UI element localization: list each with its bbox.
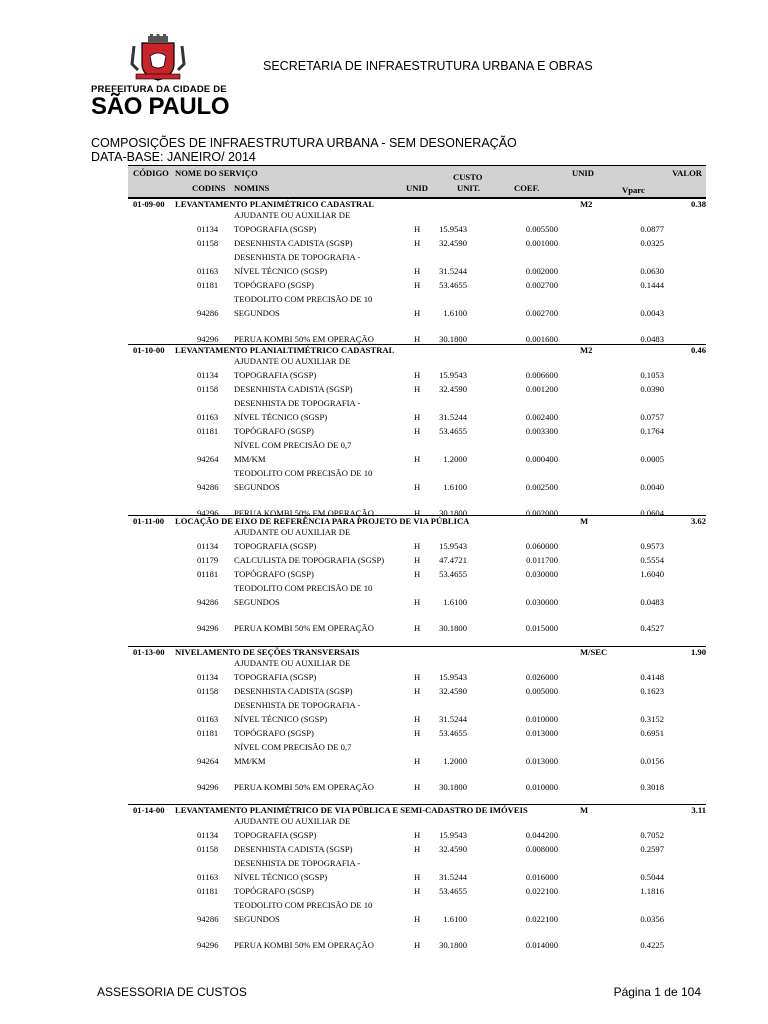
table-row: [0, 555, 768, 567]
item-coefficient: 0.002700: [525, 280, 558, 290]
item-unit-cost: 15.9543: [439, 370, 467, 380]
item-name: PERUA KOMBI 50% EM OPERAÇÃO: [234, 334, 374, 344]
item-name: NÍVEL TÉCNICO (SGSP): [234, 714, 328, 724]
table-row: [0, 872, 768, 884]
item-unit-cost: 30.1800: [439, 334, 467, 344]
item-coefficient: 0.002700: [525, 308, 558, 318]
item-code: 01134: [197, 224, 219, 234]
service-code: 01-11-00: [133, 516, 165, 526]
item-coefficient: 0.011700: [526, 555, 558, 565]
service-value: 0.46: [690, 345, 706, 355]
item-unit: H: [414, 412, 421, 422]
item-partial-value: 1.6040: [640, 569, 664, 579]
header-codins: CODINS: [192, 183, 226, 193]
item-partial-value: 0.0630: [640, 266, 664, 276]
table-row: [0, 940, 768, 952]
item-name-prefix: NÍVEL COM PRECISÃO DE 0,7: [234, 742, 352, 752]
item-code: 94286: [197, 482, 219, 492]
service-code: 01-13-00: [133, 647, 165, 657]
header-vparc: Vparc: [622, 185, 645, 195]
item-partial-value: 0.4225: [640, 940, 664, 950]
item-unit-cost: 1.2000: [443, 454, 467, 464]
item-partial-value: 0.5554: [640, 555, 664, 565]
item-description-line: [0, 398, 768, 410]
item-name: SEGUNDOS: [234, 308, 280, 318]
table-row: [0, 266, 768, 278]
item-name: TOPOGRAFIA (SGSP): [234, 370, 317, 380]
item-unit: H: [414, 844, 421, 854]
service-unit: M: [580, 805, 589, 815]
item-name: TOPOGRAFIA (SGSP): [234, 541, 317, 551]
table-row: [0, 782, 768, 794]
item-unit-cost: 32.4590: [439, 844, 467, 854]
item-name-prefix: NÍVEL COM PRECISÃO DE 0,7: [234, 440, 352, 450]
item-name-prefix: AJUDANTE OU AUXILIAR DE: [234, 210, 351, 220]
item-code: 01158: [197, 238, 219, 248]
item-description-line: [0, 658, 768, 670]
table-row: [0, 238, 768, 250]
item-unit: H: [414, 238, 421, 248]
service-name: NIVELAMENTO DE SEÇÕES TRANSVERSAIS: [175, 647, 360, 657]
item-name-prefix: DESENHISTA DE TOPOGRAFIA -: [234, 398, 361, 408]
table-row: [0, 426, 768, 438]
item-unit: H: [414, 686, 421, 696]
item-unit: H: [414, 728, 421, 738]
item-coefficient: 0.002000: [525, 266, 558, 276]
item-unit: H: [414, 672, 421, 682]
item-code: 01134: [197, 830, 219, 840]
item-unit: H: [414, 940, 421, 950]
service-value: 0.38: [690, 199, 706, 209]
item-name: TOPOGRAFIA (SGSP): [234, 830, 317, 840]
item-name: DESENHISTA CADISTA (SGSP): [234, 686, 353, 696]
item-unit: H: [414, 872, 421, 882]
item-partial-value: 0.5044: [640, 872, 664, 882]
item-code: 94264: [197, 756, 219, 766]
item-name: SEGUNDOS: [234, 914, 280, 924]
item-unit-cost: 53.4655: [439, 280, 467, 290]
item-coefficient: 0.016000: [525, 872, 558, 882]
item-partial-value: 0.0483: [640, 597, 664, 607]
item-unit-cost: 32.4590: [439, 686, 467, 696]
item-unit: H: [414, 597, 421, 607]
item-name-prefix: AJUDANTE OU AUXILIAR DE: [234, 658, 351, 668]
item-coefficient: 0.013000: [525, 756, 558, 766]
service-name: LEVANTAMENTO PLANIMÉTRICO DE VIA PÚBLICA E SEMI-CADASTRO DE IMÓVEIS: [175, 805, 528, 815]
item-unit-cost: 31.5244: [439, 266, 467, 276]
item-partial-value: 0.0005: [640, 454, 664, 464]
item-partial-value: 0.7052: [640, 830, 664, 840]
item-name-prefix: DESENHISTA DE TOPOGRAFIA -: [234, 858, 361, 868]
item-description-line: [0, 294, 768, 306]
item-code: 01181: [197, 886, 219, 896]
item-code: 01134: [197, 672, 219, 682]
item-unit: H: [414, 508, 421, 518]
service-unit: M2: [580, 199, 593, 209]
item-partial-value: 0.0390: [640, 384, 664, 394]
item-coefficient: 0.002000: [525, 508, 558, 518]
service-value: 3.11: [691, 805, 706, 815]
item-unit: H: [414, 334, 421, 344]
city-logo: [88, 34, 234, 122]
item-unit: H: [414, 569, 421, 579]
header-valor: VALOR: [672, 168, 702, 178]
item-unit: H: [414, 886, 421, 896]
item-unit-cost: 30.1800: [439, 940, 467, 950]
item-name: CALCULISTA DE TOPOGRAFIA (SGSP): [234, 555, 385, 565]
item-coefficient: 0.044200: [525, 830, 558, 840]
item-unit: H: [414, 914, 421, 924]
item-code: 94286: [197, 308, 219, 318]
item-partial-value: 0.2597: [640, 844, 664, 854]
item-unit-cost: 31.5244: [439, 412, 467, 422]
item-unit-cost: 30.1800: [439, 623, 467, 633]
item-unit-cost: 15.9543: [439, 541, 467, 551]
item-unit-cost: 1.6100: [443, 482, 467, 492]
coat-of-arms-icon: [128, 34, 188, 84]
item-unit: H: [414, 370, 421, 380]
header-unid-top: UNID: [572, 168, 594, 178]
table-row: [0, 541, 768, 553]
item-partial-value: 0.4148: [640, 672, 664, 682]
item-name-prefix: TEODOLITO COM PRECISÃO DE 10: [234, 583, 373, 593]
secretaria-title: SECRETARIA DE INFRAESTRUTURA URBANA E OBRAS: [263, 59, 593, 73]
item-coefficient: 0.022100: [525, 914, 558, 924]
table-row: [0, 597, 768, 609]
service-code: 01-14-00: [133, 805, 165, 815]
item-unit: H: [414, 756, 421, 766]
table-row: [0, 370, 768, 382]
item-name: SEGUNDOS: [234, 597, 280, 607]
item-partial-value: 0.0483: [640, 334, 664, 344]
table-row: [0, 412, 768, 424]
item-code: 01163: [197, 872, 219, 882]
item-unit: H: [414, 714, 421, 724]
item-code: 94296: [197, 940, 219, 950]
item-partial-value: 0.3018: [640, 782, 664, 792]
item-name: MM/KM: [234, 756, 266, 766]
item-name: DESENHISTA CADISTA (SGSP): [234, 844, 353, 854]
item-partial-value: 0.0604: [640, 508, 664, 518]
item-unit-cost: 53.4655: [439, 728, 467, 738]
item-code: 01181: [197, 280, 219, 290]
item-partial-value: 0.6951: [640, 728, 664, 738]
header-nomins: NOMINS: [234, 183, 270, 193]
item-unit-cost: 15.9543: [439, 830, 467, 840]
item-name: TOPÓGRAFO (SGSP): [234, 280, 314, 290]
item-coefficient: 0.008000: [525, 844, 558, 854]
item-description-line: [0, 900, 768, 912]
page-number: Página 1 de 104: [613, 985, 701, 999]
item-name: TOPÓGRAFO (SGSP): [234, 569, 314, 579]
item-partial-value: 0.0043: [640, 308, 664, 318]
table-header: [128, 165, 706, 198]
item-description-line: [0, 468, 768, 480]
table-row: [0, 830, 768, 842]
item-description-line: [0, 356, 768, 368]
item-code: 01181: [197, 569, 219, 579]
service-code: 01-09-00: [133, 199, 165, 209]
item-unit-cost: 30.1800: [439, 508, 467, 518]
service-unit: M/SEC: [580, 647, 608, 657]
item-code: 01163: [197, 412, 219, 422]
service-name: LEVANTAMENTO PLANIMÉTRICO CADASTRAL: [175, 199, 375, 209]
item-partial-value: 0.0757: [640, 412, 664, 422]
document-title: COMPOSIÇÕES DE INFRAESTRUTURA URBANA - SEM DESONERAÇÃO: [91, 136, 517, 150]
table-row: [0, 224, 768, 236]
service-code: 01-10-00: [133, 345, 165, 355]
item-coefficient: 0.060000: [525, 541, 558, 551]
item-unit-cost: 53.4655: [439, 569, 467, 579]
item-code: 01158: [197, 384, 219, 394]
item-code: 01181: [197, 728, 219, 738]
item-unit: H: [414, 782, 421, 792]
item-name: DESENHISTA CADISTA (SGSP): [234, 384, 353, 394]
item-coefficient: 0.001200: [525, 384, 558, 394]
item-partial-value: 0.9573: [640, 541, 664, 551]
item-name-prefix: TEODOLITO COM PRECISÃO DE 10: [234, 900, 373, 910]
item-unit-cost: 32.4590: [439, 238, 467, 248]
item-coefficient: 0.010000: [525, 782, 558, 792]
table-row: [0, 454, 768, 466]
table-row: [0, 308, 768, 320]
item-code: 01158: [197, 686, 219, 696]
item-description-line: [0, 252, 768, 264]
item-coefficient: 0.003300: [525, 426, 558, 436]
item-code: 01134: [197, 370, 219, 380]
item-coefficient: 0.022100: [525, 886, 558, 896]
item-code: 94286: [197, 914, 219, 924]
table-row: [0, 756, 768, 768]
item-unit-cost: 15.9543: [439, 224, 467, 234]
service-unit: M: [580, 516, 589, 526]
item-unit-cost: 53.4655: [439, 886, 467, 896]
item-coefficient: 0.026000: [525, 672, 558, 682]
item-unit-cost: 31.5244: [439, 872, 467, 882]
item-unit-cost: 31.5244: [439, 714, 467, 724]
footer-department: ASSESSORIA DE CUSTOS: [97, 985, 247, 999]
table-row: [0, 914, 768, 926]
item-code: 94264: [197, 454, 219, 464]
item-coefficient: 0.015000: [525, 623, 558, 633]
item-code: 01158: [197, 844, 219, 854]
item-description-line: [0, 440, 768, 452]
item-code: 01181: [197, 426, 219, 436]
item-code: 94286: [197, 597, 219, 607]
item-unit: H: [414, 454, 421, 464]
header-unit: UNIT.: [457, 183, 480, 193]
item-code: 01134: [197, 541, 219, 551]
item-description-line: [0, 742, 768, 754]
item-unit-cost: 30.1800: [439, 782, 467, 792]
table-row: [0, 384, 768, 396]
item-code: 94296: [197, 508, 219, 518]
item-code: 01163: [197, 266, 219, 276]
table-row: [0, 280, 768, 292]
item-coefficient: 0.000400: [525, 454, 558, 464]
item-unit-cost: 1.6100: [443, 914, 467, 924]
table-row: [0, 672, 768, 684]
item-name: TOPOGRAFIA (SGSP): [234, 224, 317, 234]
item-unit-cost: 15.9543: [439, 672, 467, 682]
item-description-line: [0, 816, 768, 828]
item-unit: H: [414, 266, 421, 276]
table-row: [0, 728, 768, 740]
item-description-line: [0, 700, 768, 712]
item-coefficient: 0.030000: [525, 569, 558, 579]
logo-line2: SÃO PAULO: [91, 93, 230, 120]
item-partial-value: 0.0356: [640, 914, 664, 924]
item-unit-cost: 1.2000: [443, 756, 467, 766]
item-coefficient: 0.014000: [525, 940, 558, 950]
item-name-prefix: DESENHISTA DE TOPOGRAFIA -: [234, 700, 361, 710]
item-description-line: [0, 210, 768, 222]
item-unit: H: [414, 224, 421, 234]
item-partial-value: 0.0156: [640, 756, 664, 766]
item-partial-value: 0.3152: [640, 714, 664, 724]
item-name: PERUA KOMBI 50% EM OPERAÇÃO: [234, 508, 374, 518]
item-code: 01179: [197, 555, 219, 565]
item-unit: H: [414, 555, 421, 565]
item-partial-value: 0.0325: [640, 238, 664, 248]
header-coef: COEF.: [514, 183, 540, 193]
item-description-line: [0, 583, 768, 595]
item-name: NÍVEL TÉCNICO (SGSP): [234, 412, 328, 422]
item-code: 94296: [197, 623, 219, 633]
data-base: DATA-BASE: JANEIRO/ 2014: [91, 150, 256, 164]
item-unit: H: [414, 541, 421, 551]
item-partial-value: 0.1764: [640, 426, 664, 436]
item-name: MM/KM: [234, 454, 266, 464]
item-partial-value: 0.0040: [640, 482, 664, 492]
item-coefficient: 0.030000: [525, 597, 558, 607]
item-name: PERUA KOMBI 50% EM OPERAÇÃO: [234, 623, 374, 633]
item-partial-value: 0.4527: [640, 623, 664, 633]
item-coefficient: 0.002500: [525, 482, 558, 492]
item-partial-value: 0.1053: [640, 370, 664, 380]
item-coefficient: 0.001600: [525, 334, 558, 344]
item-name-prefix: TEODOLITO COM PRECISÃO DE 10: [234, 468, 373, 478]
item-name: DESENHISTA CADISTA (SGSP): [234, 238, 353, 248]
item-coefficient: 0.002400: [525, 412, 558, 422]
table-row: [0, 623, 768, 635]
item-code: 94296: [197, 334, 219, 344]
item-unit: H: [414, 426, 421, 436]
header-unid: UNID: [406, 183, 428, 193]
item-unit-cost: 1.6100: [443, 597, 467, 607]
item-name: NÍVEL TÉCNICO (SGSP): [234, 872, 328, 882]
item-name: TOPÓGRAFO (SGSP): [234, 886, 314, 896]
item-name: SEGUNDOS: [234, 482, 280, 492]
item-partial-value: 0.0877: [640, 224, 664, 234]
item-coefficient: 0.013000: [525, 728, 558, 738]
item-partial-value: 1.1816: [640, 886, 664, 896]
item-unit: H: [414, 308, 421, 318]
header-nome-servico: NOME DO SERVIÇO: [175, 168, 258, 178]
item-unit: H: [414, 830, 421, 840]
item-name: PERUA KOMBI 50% EM OPERAÇÃO: [234, 782, 374, 792]
table-row: [0, 844, 768, 856]
table-row: [0, 482, 768, 494]
item-partial-value: 0.1623: [640, 686, 664, 696]
table-row: [0, 886, 768, 898]
service-value: 3.62: [690, 516, 706, 526]
item-unit-cost: 47.4721: [439, 555, 467, 565]
header-codigo: CÓDIGO: [133, 168, 169, 178]
service-name: LEVANTAMENTO PLANIALTIMÉTRICO CADASTRAL: [175, 345, 395, 355]
item-coefficient: 0.010000: [525, 714, 558, 724]
service-unit: M2: [580, 345, 593, 355]
header-custo: CUSTO: [453, 172, 483, 182]
item-unit: H: [414, 280, 421, 290]
service-value: 1.90: [690, 647, 706, 657]
item-partial-value: 0.1444: [640, 280, 664, 290]
item-coefficient: 0.005000: [525, 686, 558, 696]
item-coefficient: 0.006600: [525, 370, 558, 380]
item-name-prefix: DESENHISTA DE TOPOGRAFIA -: [234, 252, 361, 262]
item-description-line: [0, 527, 768, 539]
item-unit-cost: 32.4590: [439, 384, 467, 394]
item-name-prefix: TEODOLITO COM PRECISÃO DE 10: [234, 294, 373, 304]
item-name-prefix: AJUDANTE OU AUXILIAR DE: [234, 527, 351, 537]
item-code: 01163: [197, 714, 219, 724]
item-code: 94296: [197, 782, 219, 792]
table-row: [0, 714, 768, 726]
item-coefficient: 0.005500: [525, 224, 558, 234]
item-name: NÍVEL TÉCNICO (SGSP): [234, 266, 328, 276]
logo-line1: PREFEITURA DA CIDADE DE: [91, 84, 227, 95]
item-name: TOPÓGRAFO (SGSP): [234, 728, 314, 738]
item-unit-cost: 1.6100: [443, 308, 467, 318]
service-name: LOCAÇÃO DE EIXO DE REFERÊNCIA PARA PROJETO DE VIA PÚBLICA: [175, 516, 470, 526]
item-unit: H: [414, 482, 421, 492]
item-name-prefix: AJUDANTE OU AUXILIAR DE: [234, 816, 351, 826]
item-name: TOPÓGRAFO (SGSP): [234, 426, 314, 436]
item-name: PERUA KOMBI 50% EM OPERAÇÃO: [234, 940, 374, 950]
item-unit: H: [414, 623, 421, 633]
item-description-line: [0, 858, 768, 870]
item-name: TOPOGRAFIA (SGSP): [234, 672, 317, 682]
item-coefficient: 0.001000: [525, 238, 558, 248]
table-row: [0, 686, 768, 698]
item-unit: H: [414, 384, 421, 394]
table-row: [0, 569, 768, 581]
item-name-prefix: AJUDANTE OU AUXILIAR DE: [234, 356, 351, 366]
item-unit-cost: 53.4655: [439, 426, 467, 436]
